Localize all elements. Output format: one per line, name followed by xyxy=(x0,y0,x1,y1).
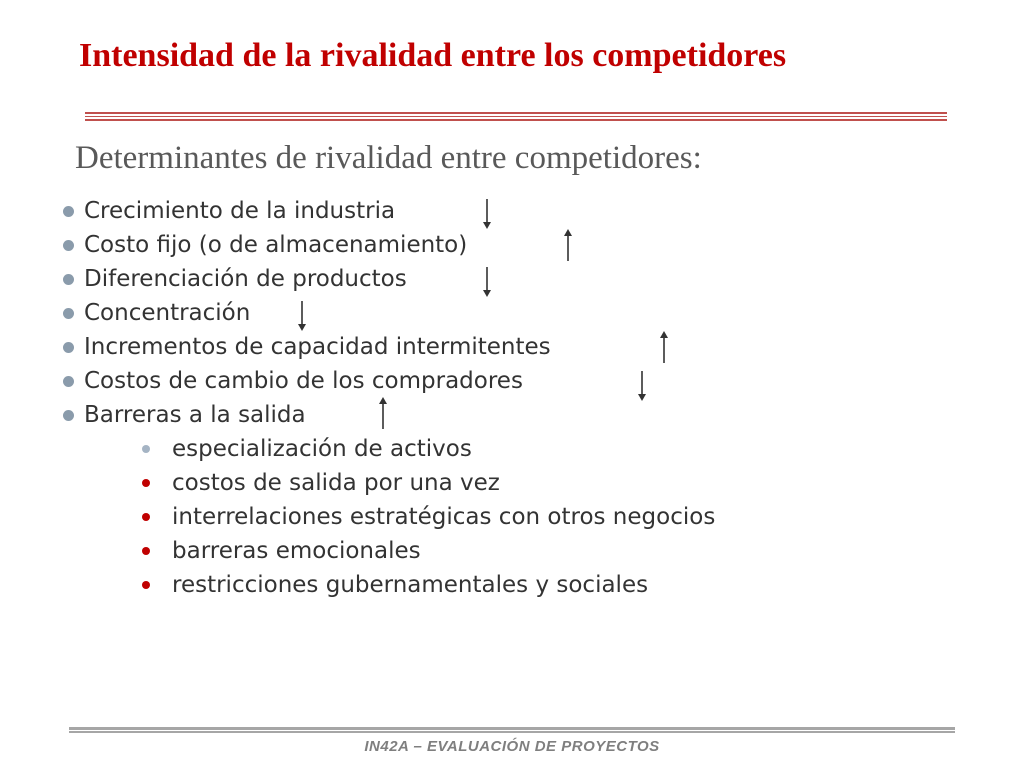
list-item-label: Incrementos de capacidad intermitentes xyxy=(84,334,551,360)
arrow-up-icon xyxy=(658,330,670,364)
bullet-icon xyxy=(63,206,74,217)
sub-list-item-label: interrelaciones estratégicas con otros negocios xyxy=(172,504,716,530)
sub-list-item-label: especialización de activos xyxy=(172,436,472,462)
list-item-label: Costos de cambio de los compradores xyxy=(84,368,523,394)
divider-line xyxy=(85,119,947,121)
arrow-down-icon xyxy=(296,300,308,334)
divider-line xyxy=(85,112,947,114)
divider-line xyxy=(85,116,947,117)
bullet-icon xyxy=(142,479,150,487)
slide-subtitle: Determinantes de rivalidad entre competidores: xyxy=(75,140,702,176)
bullet-icon xyxy=(63,342,74,353)
footer xyxy=(0,737,1024,757)
list-item-label: Crecimiento de la industria xyxy=(84,198,396,224)
bullet-icon xyxy=(142,547,150,555)
bullet-icon xyxy=(142,445,150,453)
list-item-label: Concentración xyxy=(84,300,251,326)
list-item-label: Diferenciación de productos xyxy=(84,266,407,292)
bullet-icon xyxy=(63,308,74,319)
bullet-icon xyxy=(63,376,74,387)
bullet-icon xyxy=(142,581,150,589)
bullet-icon xyxy=(63,410,74,421)
bullet-icon xyxy=(142,513,150,521)
arrow-up-icon xyxy=(377,396,389,430)
arrow-down-icon xyxy=(481,266,493,300)
list-item-label: Barreras a la salida xyxy=(84,402,306,428)
list-item-label: Costo fijo (o de almacenamiento) xyxy=(84,232,468,258)
sub-list-item-label: barreras emocionales xyxy=(172,538,421,564)
bullet-icon xyxy=(63,240,74,251)
sub-list-item-label: costos de salida por una vez xyxy=(172,470,500,496)
footer-divider xyxy=(69,727,955,734)
divider-line xyxy=(69,731,955,733)
arrow-down-icon xyxy=(636,370,648,404)
arrow-down-icon xyxy=(481,198,493,232)
footer-text: IN42A – EVALUACIÓN DE PROYECTOS xyxy=(364,738,660,755)
bullet-icon xyxy=(63,274,74,285)
slide-title: Intensidad de la rivalidad entre los competidores xyxy=(79,37,787,74)
arrow-up-icon xyxy=(562,228,574,262)
divider-line xyxy=(69,727,955,730)
sub-list-item-label: restricciones gubernamentales y sociales xyxy=(172,572,649,598)
title-divider xyxy=(85,112,947,121)
